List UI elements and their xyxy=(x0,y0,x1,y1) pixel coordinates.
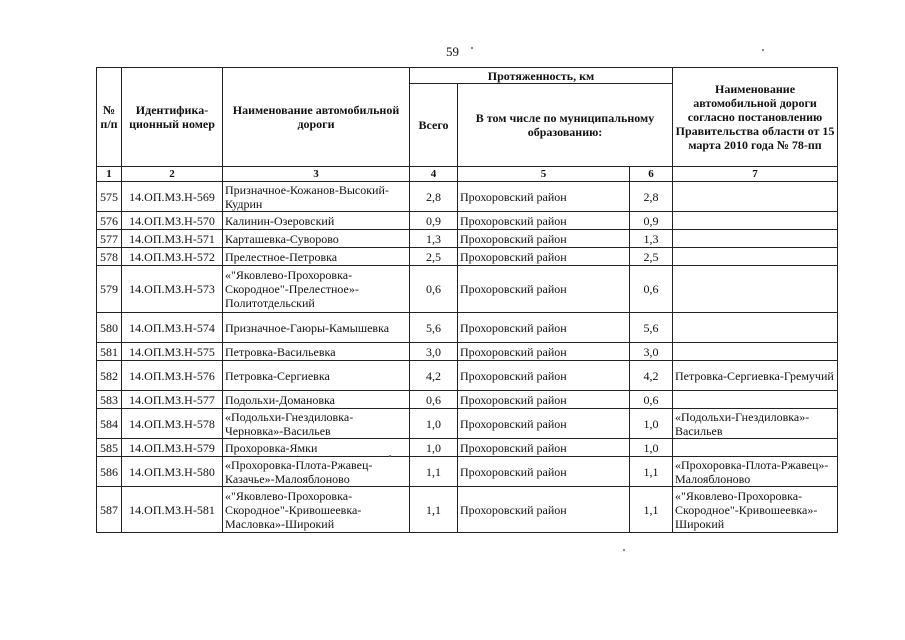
length-municipality: 3,0 xyxy=(630,343,673,361)
road-name-decree xyxy=(673,439,838,457)
length-municipality: 0,6 xyxy=(630,266,673,313)
road-name-decree xyxy=(673,182,838,212)
road-name-decree xyxy=(673,230,838,248)
road-id: 14.ОП.МЗ.Н-573 xyxy=(122,266,223,313)
column-number: 7 xyxy=(673,167,838,182)
road-name-decree xyxy=(673,391,838,409)
table-row xyxy=(97,313,838,343)
scan-speck xyxy=(623,549,625,551)
road-id: 14.ОП.МЗ.Н-579 xyxy=(122,439,223,457)
header-length: Протяженность, км xyxy=(410,68,673,84)
page-number: 59 xyxy=(446,44,459,59)
length-municipality: 0,9 xyxy=(630,212,673,230)
road-name: Призначное-Кожанов-Высокий-Кудрин xyxy=(223,182,410,212)
scan-speck xyxy=(471,47,473,49)
row-number: 587 xyxy=(97,487,122,533)
road-id: 14.ОП.МЗ.Н-574 xyxy=(122,313,223,343)
column-number: 3 xyxy=(223,167,410,182)
length-municipality: 5,6 xyxy=(630,313,673,343)
length-total: 2,8 xyxy=(410,182,458,212)
length-total: 1,0 xyxy=(410,409,458,439)
row-number: 585 xyxy=(97,439,122,457)
road-id: 14.ОП.МЗ.Н-581 xyxy=(122,487,223,533)
roads-table xyxy=(96,67,838,533)
length-total: 3,0 xyxy=(410,343,458,361)
column-number-row xyxy=(97,167,838,182)
length-municipality: 1,1 xyxy=(630,487,673,533)
table-row xyxy=(97,343,838,361)
municipality: Прохоровский район xyxy=(458,487,630,533)
road-id: 14.ОП.МЗ.Н-572 xyxy=(122,248,223,266)
header-no: № п/п xyxy=(97,68,122,167)
road-id: 14.ОП.МЗ.Н-576 xyxy=(122,361,223,391)
municipality: Прохоровский район xyxy=(458,457,630,487)
table-row xyxy=(97,391,838,409)
header-total: Всего xyxy=(410,84,458,167)
road-name: «"Яковлево-Прохоровка-Скородное"-Прелестное»-Политотдельский xyxy=(223,266,410,313)
road-name: «Прохоровка-Плота-Ржавец-Казачье»-Малояблоново xyxy=(223,457,410,487)
table-row xyxy=(97,212,838,230)
table-row xyxy=(97,487,838,533)
row-number: 580 xyxy=(97,313,122,343)
road-name: Петровка-Васильевка xyxy=(223,343,410,361)
road-id: 14.ОП.МЗ.Н-580 xyxy=(122,457,223,487)
row-number: 581 xyxy=(97,343,122,361)
municipality: Прохоровский район xyxy=(458,182,630,212)
length-municipality: 1,1 xyxy=(630,457,673,487)
municipality: Прохоровский район xyxy=(458,409,630,439)
road-name: «"Яковлево-Прохоровка-Скородное"-Кривошеевка-Масловка»-Широкий xyxy=(223,487,410,533)
length-municipality: 2,5 xyxy=(630,248,673,266)
table-row xyxy=(97,361,838,391)
municipality: Прохоровский район xyxy=(458,230,630,248)
table-row xyxy=(97,248,838,266)
road-name: Петровка-Сергиевка xyxy=(223,361,410,391)
row-number: 577 xyxy=(97,230,122,248)
row-number: 578 xyxy=(97,248,122,266)
road-name: Карташевка-Суворово xyxy=(223,230,410,248)
length-municipality: 2,8 xyxy=(630,182,673,212)
road-name-decree xyxy=(673,212,838,230)
column-number: 1 xyxy=(97,167,122,182)
road-name-decree xyxy=(673,313,838,343)
municipality: Прохоровский район xyxy=(458,248,630,266)
row-number: 584 xyxy=(97,409,122,439)
road-name-decree: «Прохоровка-Плота-Ржавец»-Малояблоново xyxy=(673,457,838,487)
length-municipality: 0,6 xyxy=(630,391,673,409)
length-total: 1,1 xyxy=(410,487,458,533)
length-total: 4,2 xyxy=(410,361,458,391)
row-number: 579 xyxy=(97,266,122,313)
road-name-decree xyxy=(673,343,838,361)
length-municipality: 1,0 xyxy=(630,409,673,439)
road-id: 14.ОП.МЗ.Н-578 xyxy=(122,409,223,439)
road-id: 14.ОП.МЗ.Н-577 xyxy=(122,391,223,409)
header-row xyxy=(97,68,838,84)
road-name-decree: «"Яковлево-Прохоровка-Скородное"-Кривошеевка»-Широкий xyxy=(673,487,838,533)
length-total: 0,9 xyxy=(410,212,458,230)
column-number: 6 xyxy=(630,167,673,182)
length-total: 1,1 xyxy=(410,457,458,487)
municipality: Прохоровский район xyxy=(458,313,630,343)
road-name-decree xyxy=(673,248,838,266)
length-total: 1,3 xyxy=(410,230,458,248)
scan-speck xyxy=(762,49,764,51)
column-number: 2 xyxy=(122,167,223,182)
municipality: Прохоровский район xyxy=(458,266,630,313)
road-name-decree: «Подольхи-Гнездиловка»-Васильев xyxy=(673,409,838,439)
road-name: Подольхи-Домановка xyxy=(223,391,410,409)
road-id: 14.ОП.МЗ.Н-575 xyxy=(122,343,223,361)
header-road-name: Наименование автомобильной дороги xyxy=(223,68,410,167)
municipality: Прохоровский район xyxy=(458,361,630,391)
road-id: 14.ОП.МЗ.Н-571 xyxy=(122,230,223,248)
header-decree-name: Наименование автомобильной дороги согласно постановлению Правительства области от 15 марта 2010 года № 78-пп xyxy=(673,68,838,167)
row-number: 586 xyxy=(97,457,122,487)
municipality: Прохоровский район xyxy=(458,439,630,457)
table-row xyxy=(97,266,838,313)
row-number: 583 xyxy=(97,391,122,409)
road-name: Прелестное-Петровка xyxy=(223,248,410,266)
road-id: 14.ОП.МЗ.Н-569 xyxy=(122,182,223,212)
length-municipality: 1,0 xyxy=(630,439,673,457)
length-total: 0,6 xyxy=(410,391,458,409)
length-municipality: 1,3 xyxy=(630,230,673,248)
length-total: 5,6 xyxy=(410,313,458,343)
table-row xyxy=(97,182,838,212)
header-including: В том числе по муниципальному образованию: xyxy=(458,84,673,167)
municipality: Прохоровский район xyxy=(458,391,630,409)
column-number: 4 xyxy=(410,167,458,182)
scan-speck xyxy=(389,455,391,457)
length-total: 0,6 xyxy=(410,266,458,313)
road-id: 14.ОП.МЗ.Н-570 xyxy=(122,212,223,230)
length-total: 1,0 xyxy=(410,439,458,457)
municipality: Прохоровский район xyxy=(458,212,630,230)
length-total: 2,5 xyxy=(410,248,458,266)
column-number: 5 xyxy=(458,167,630,182)
table-row xyxy=(97,409,838,439)
table-row xyxy=(97,457,838,487)
length-municipality: 4,2 xyxy=(630,361,673,391)
table-body xyxy=(97,182,838,533)
row-number: 582 xyxy=(97,361,122,391)
row-number: 575 xyxy=(97,182,122,212)
road-name-decree: Петровка-Сергиевка-Гремучий xyxy=(673,361,838,391)
row-number: 576 xyxy=(97,212,122,230)
table-row xyxy=(97,230,838,248)
road-name: «Подольхи-Гнездиловка-Черновка»-Васильев xyxy=(223,409,410,439)
road-name: Прохоровка-Ямки xyxy=(223,439,410,457)
road-name-decree xyxy=(673,266,838,313)
header-id: Идентифика-ционный номер xyxy=(122,68,223,167)
road-name: Призначное-Гаюры-Камышевка xyxy=(223,313,410,343)
table-row xyxy=(97,439,838,457)
municipality: Прохоровский район xyxy=(458,343,630,361)
road-name: Калинин-Озеровский xyxy=(223,212,410,230)
